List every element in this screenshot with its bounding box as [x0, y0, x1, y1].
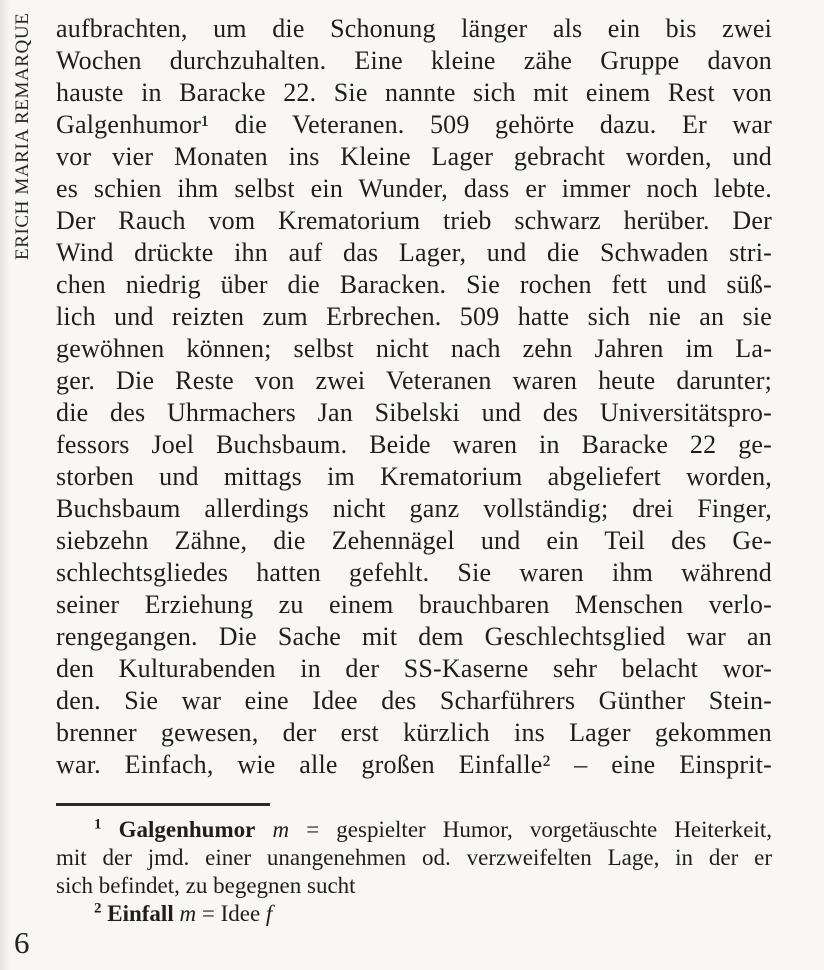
footnote-2-term: Einfall: [107, 901, 174, 926]
footnote-1-line-2: mit der jmd. einer unangenehmen od. verzweifelten Lage, in der er: [56, 845, 772, 870]
body-line: fessors Joel Buchsbaum. Beide waren in Baracke 22 ge-: [56, 430, 772, 459]
body-line: schlechtsgliedes hatten gefehlt. Sie waren ihm während: [56, 558, 772, 587]
footnote-1-equals: =: [306, 817, 320, 842]
body-line: Wochen durchzuhalten. Eine kleine zähe Gruppe davon: [56, 46, 772, 75]
body-line: chen niedrig über die Baracken. Sie rochen fett und süß-: [56, 270, 772, 299]
body-line: storben und mittags im Krematorium abgeliefert worden,: [56, 462, 772, 491]
footnote-2-gender-f: f: [265, 901, 273, 926]
body-line: den. Sie war eine Idee des Scharführers Günther Stein-: [56, 686, 772, 715]
footnote-2-equals: =: [201, 901, 215, 926]
body-line: hauste in Baracke 22. Sie nannte sich mit einem Rest von: [56, 78, 772, 107]
body-line: den Kulturabenden in der SS-Kaserne sehr belacht wor-: [56, 654, 772, 683]
footnote-1-marker: 1: [94, 816, 102, 833]
footnote-1-line-3: sich befindet, zu begegnen sucht: [56, 873, 356, 898]
body-line: seiner Erziehung zu einem brauchbaren Menschen verlo-: [56, 590, 772, 619]
footnote-2-definition: Idee: [220, 901, 261, 926]
footnote-1-definition-part1: gespielter Humor, vorgetäuschte Heiterkeit,: [336, 817, 773, 842]
body-line: rengegangen. Die Sache mit dem Geschlechtsglied war an: [56, 622, 772, 651]
body-text: [56, 13, 772, 781]
body-line: aufbrachten, um die Schonung länger als ein bis zwei: [56, 14, 772, 43]
footnote-1-term: Galgenhumor: [118, 817, 256, 842]
body-line: die des Uhrmachers Jan Sibelski und des Universitätspro-: [56, 398, 772, 427]
body-line: Der Rauch vom Krematorium trieb schwarz herüber. Der: [56, 206, 772, 235]
body-line: es schien ihm selbst ein Wunder, dass er immer noch lebte.: [56, 174, 772, 203]
footnote-2-marker: 2: [94, 900, 102, 917]
body-line: Galgenhumor¹ die Veteranen. 509 gehörte dazu. Er war: [56, 110, 772, 139]
footnote-1-line-1: [56, 816, 772, 844]
body-line: vor vier Monaten ins Kleine Lager gebracht worden, und: [56, 142, 772, 171]
footnote-2-line: [56, 900, 772, 928]
body-line: ger. Die Reste von zwei Veteranen waren heute darunter;: [56, 366, 772, 395]
footnote-separator-rule: [56, 803, 270, 806]
body-line: lich und reizten zum Erbrechen. 509 hatte sich nie an sie: [56, 302, 772, 331]
body-line: Buchsbaum allerdings nicht ganz vollständig; drei Finger,: [56, 494, 772, 523]
page-number: 6: [14, 925, 30, 960]
footnote-2-gender: m: [179, 901, 197, 926]
body-line: gewöhnen können; selbst nicht nach zehn Jahren im La-: [56, 334, 772, 363]
author-running-head: ERICH MARIA REMARQUE: [12, 12, 33, 260]
footnotes-block: [56, 816, 772, 928]
body-line: siebzehn Zähne, die Zehennägel und ein Teil des Ge-: [56, 526, 772, 555]
body-line: brenner gewesen, der erst kürzlich ins Lager gekommen: [56, 718, 772, 747]
body-line: war. Einfach, wie alle großen Einfalle² – eine Einsprit-: [56, 750, 772, 779]
body-line: Wind drückte ihn auf das Lager, und die Schwaden stri-: [56, 238, 772, 267]
footnote-1-gender: m: [272, 817, 290, 842]
